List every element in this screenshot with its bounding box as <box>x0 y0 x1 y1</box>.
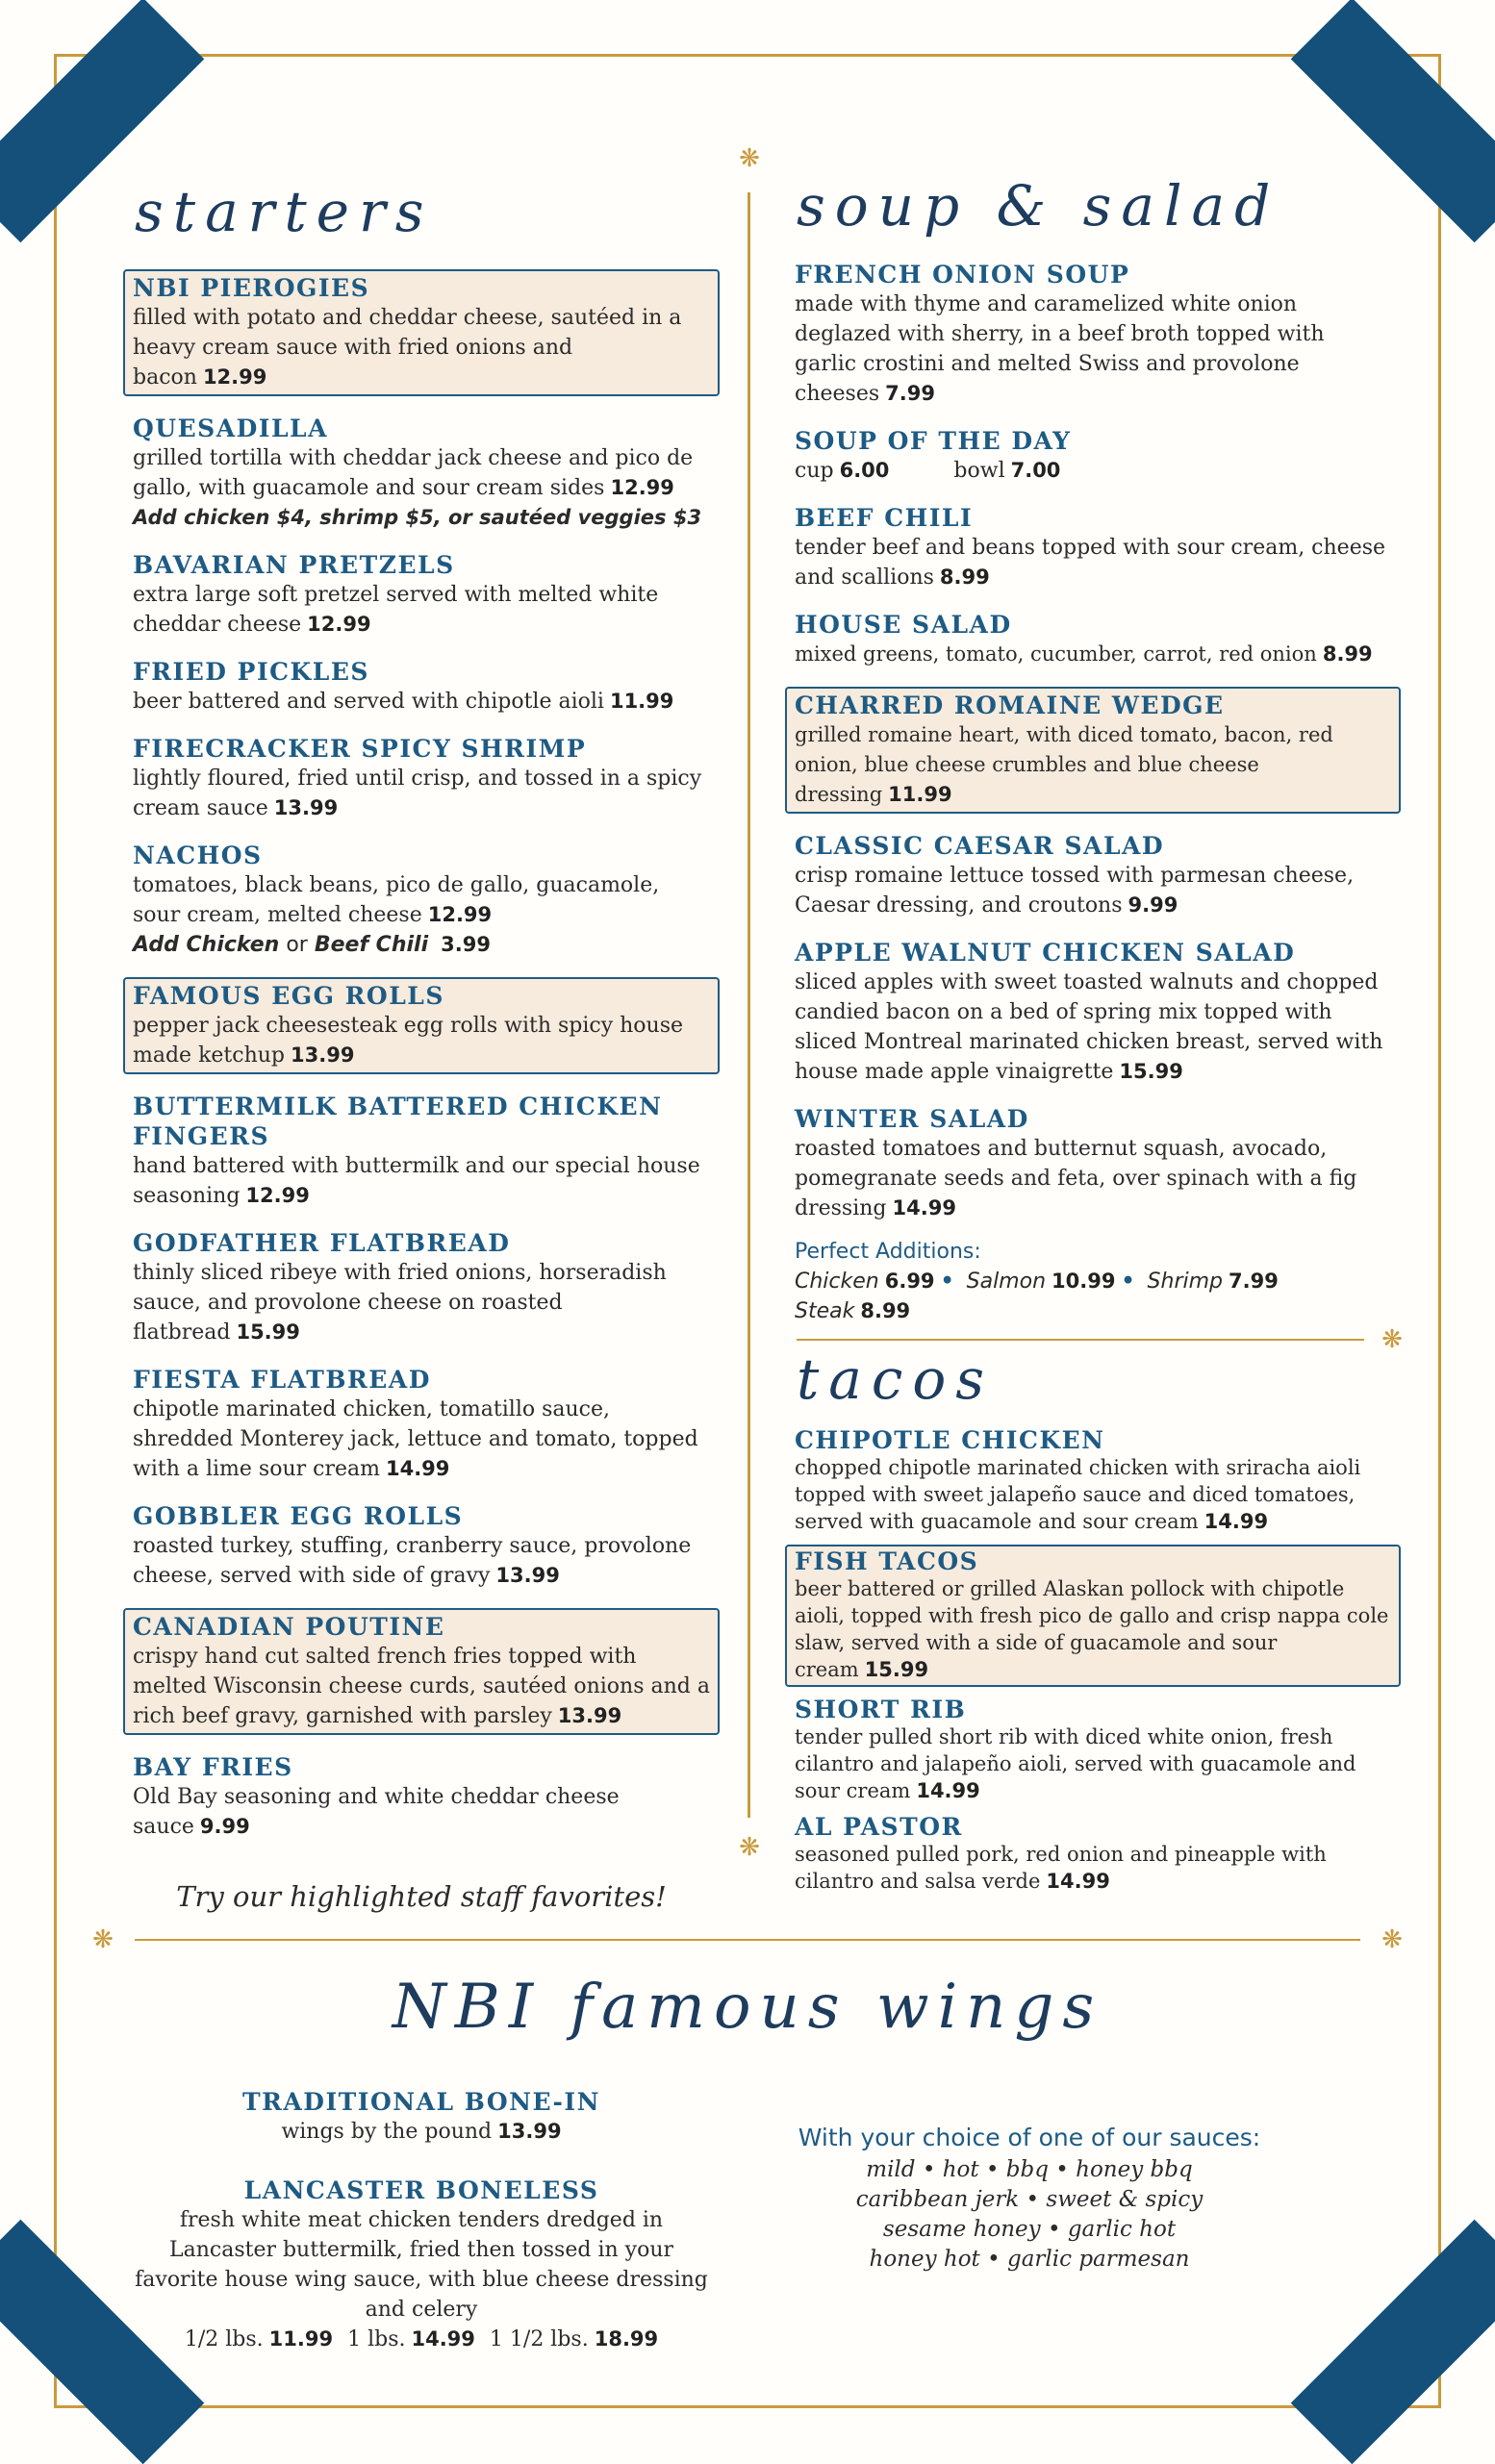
item-price: 14.99 <box>916 1779 980 1802</box>
item-price: 13.99 <box>495 1564 560 1587</box>
ornament-icon: ❋ <box>739 1833 760 1862</box>
item-name: FRIED PICKLES <box>133 658 369 686</box>
item-desc: thinly sliced ribeye with fried onions, horseradish sauce, and provolone cheese on roasted flatbread <box>133 1261 667 1345</box>
menu-item <box>133 2087 710 2147</box>
item-desc: extra large soft pretzel served with melted white cheddar cheese <box>133 583 659 637</box>
item-name: TRADITIONAL BONE-IN <box>242 2088 600 2116</box>
size-label: 1 1/2 lbs. <box>489 2327 589 2351</box>
sauce-line: sesame honey • garlic hot <box>882 2217 1177 2242</box>
item-name: AL PASTOR <box>795 1813 963 1841</box>
menu-item <box>133 1501 710 1591</box>
menu-item <box>795 260 1391 409</box>
item-desc: hand battered with buttermilk and our special house seasoning <box>133 1154 700 1208</box>
item-name: BEEF CHILI <box>795 504 974 532</box>
addon-chicken: Add Chicken <box>133 933 280 957</box>
item-price: 15.99 <box>1119 1060 1183 1083</box>
wings-options <box>133 2087 710 2372</box>
item-price: 8.99 <box>939 566 990 589</box>
item-name: BAY FRIES <box>133 1753 293 1781</box>
addition-salmon: Salmon <box>966 1270 1047 1294</box>
addon-price: 3.99 <box>441 933 491 956</box>
size-price: 14.99 <box>411 2327 475 2351</box>
item-name: FIESTA FLATBREAD <box>133 1366 431 1394</box>
addon-beef-chili: Beef Chili <box>314 933 429 957</box>
item-name: CANADIAN POUTINE <box>133 1613 445 1641</box>
item-name: FAMOUS EGG ROLLS <box>133 982 444 1010</box>
item-price: 14.99 <box>892 1196 956 1219</box>
item-desc: crisp romaine lettuce tossed with parmesan cheese, Caesar dressing, and croutons <box>795 864 1355 918</box>
item-desc: tender pulled short rib with diced white onion, fresh cilantro and jalapeño aioli, served with guacamole and sour cream <box>795 1725 1356 1802</box>
addition-price: 10.99 <box>1052 1270 1116 1293</box>
tacos-column <box>795 1346 1391 1904</box>
perfect-additions: Perfect Additions: Chicken 6.99 • Salmon 10.99 • Shrimp 7.99 Steak 8.99 <box>795 1237 1391 1326</box>
item-price: 12.99 <box>202 365 267 389</box>
item-name: GOBBLER EGG ROLLS <box>133 1502 464 1530</box>
cup-price: 6.00 <box>839 459 890 482</box>
item-name: SOUP OF THE DAY <box>795 427 1072 455</box>
menu-item <box>123 1608 720 1735</box>
item-price: 12.99 <box>245 1184 310 1207</box>
tacos-title: tacos <box>797 1346 995 1412</box>
item-desc: roasted turkey, stuffing, cranberry sauce, provolone cheese, served with side of gravy <box>133 1534 692 1588</box>
item-name: FRENCH ONION SOUP <box>795 261 1130 289</box>
item-name: FIRECRACKER SPICY SHRIMP <box>133 735 587 763</box>
menu-item <box>133 1092 710 1211</box>
perfect-additions-title: Perfect Additions: <box>795 1240 981 1264</box>
addon-or: or <box>286 933 308 957</box>
size-price: 18.99 <box>594 2327 659 2351</box>
item-price: 13.99 <box>557 1704 622 1727</box>
wings-divider <box>135 1939 1360 1941</box>
item-desc: chopped chipotle marinated chicken with sriracha aioli topped with sweet jalapeño sauce and diced tomatoes, served with guacamole and sour cream <box>795 1456 1361 1533</box>
column-divider <box>748 192 750 1818</box>
item-name: CHIPOTLE CHICKEN <box>795 1426 1105 1454</box>
item-price: 13.99 <box>497 2120 562 2143</box>
item-name: LANCASTER BONELESS <box>243 2176 599 2204</box>
menu-item <box>795 1104 1391 1223</box>
item-name: CLASSIC CAESAR SALAD <box>795 832 1165 860</box>
menu-item <box>795 610 1391 669</box>
item-name: NBI PIEROGIES <box>133 274 370 302</box>
menu-item <box>133 734 710 823</box>
item-desc: made with thyme and caramelized white onion deglazed with sherry, in a beef broth topped with garlic crostini and melted Swiss and provolone cheeses <box>795 292 1325 406</box>
item-desc: tender beef and beans topped with sour cream, cheese and scallions <box>795 536 1386 590</box>
menu-item <box>785 1545 1401 1687</box>
item-name: FISH TACOS <box>795 1547 979 1575</box>
item-name: NACHOS <box>133 842 263 869</box>
menu-item <box>133 2175 710 2354</box>
menu-item <box>785 687 1401 814</box>
bowl-label: bowl <box>953 459 1005 483</box>
addition-price: 8.99 <box>860 1299 911 1322</box>
size-label: 1/2 lbs. <box>184 2327 264 2351</box>
addition-price: 6.99 <box>884 1270 935 1293</box>
item-price: 13.99 <box>291 1043 355 1067</box>
menu-item <box>123 977 720 1074</box>
addition-chicken: Chicken <box>795 1270 879 1294</box>
item-price: 15.99 <box>864 1658 929 1681</box>
item-desc: seasoned pulled pork, red onion and pineapple with cilantro and salsa verde <box>795 1843 1327 1893</box>
size-label: 1 lbs. <box>347 2327 406 2351</box>
menu-item <box>133 1228 710 1347</box>
size-price: 11.99 <box>268 2327 334 2351</box>
menu-item <box>133 841 710 960</box>
starters-title: starters <box>135 179 434 244</box>
item-name: CHARRED ROMAINE WEDGE <box>795 691 1225 719</box>
item-price: 14.99 <box>1046 1870 1110 1893</box>
menu-item <box>795 1814 1391 1895</box>
addition-shrimp: Shrimp <box>1147 1270 1223 1294</box>
item-desc: sliced apples with sweet toasted walnuts and chopped candied bacon on a bed of spring mix topped with sliced Montreal marinated chicken breast, served with house made apple vinaigrette <box>795 970 1383 1084</box>
item-price: 11.99 <box>609 690 674 713</box>
item-desc: beer battered or grilled Alaskan pollock with chipotle aioli, topped with fresh pico de gallo and crisp nappa cole slaw, served with a side of guacamole and sour cream <box>795 1577 1389 1681</box>
menu-item <box>123 269 720 396</box>
ornament-icon: ❋ <box>739 144 760 173</box>
item-name: HOUSE SALAD <box>795 611 1012 639</box>
item-name: BAVARIAN PRETZELS <box>133 551 455 579</box>
item-desc: mixed greens, tomato, cucumber, carrot, red onion <box>795 642 1317 666</box>
menu-item <box>795 938 1391 1087</box>
item-name: GODFATHER FLATBREAD <box>133 1229 511 1257</box>
item-price: 9.99 <box>1128 893 1178 917</box>
menu-item <box>795 1697 1391 1804</box>
item-addon: Add chicken $4, shrimp $5, or sautéed veggies $3 <box>133 506 702 529</box>
addition-price: 7.99 <box>1229 1270 1279 1293</box>
item-price: 8.99 <box>1322 642 1373 666</box>
item-name: QUESADILLA <box>133 415 329 442</box>
item-price: 12.99 <box>307 613 371 636</box>
item-desc: lightly floured, fried until crisp, and tossed in a spicy cream sauce <box>133 767 702 820</box>
item-desc: Old Bay seasoning and white cheddar cheese sauce <box>133 1785 620 1839</box>
item-desc: chipotle marinated chicken, tomatillo sauce, shredded Monterey jack, lettuce and tomato, topped with a lime sour cream <box>133 1397 698 1481</box>
item-desc: grilled romaine heart, with diced tomato, bacon, red onion, blue cheese crumbles and blue cheese dressing <box>795 723 1333 806</box>
sauce-line: caribbean jerk • sweet & spicy <box>855 2187 1204 2212</box>
item-name: APPLE WALNUT CHICKEN SALAD <box>795 939 1296 967</box>
menu-item <box>133 414 710 533</box>
soup-salad-column <box>795 173 1391 1344</box>
addition-steak: Steak <box>795 1299 855 1323</box>
item-desc: tomatoes, black beans, pico de gallo, guacamole, sour cream, melted cheese <box>133 873 660 927</box>
item-desc: grilled tortilla with cheddar jack cheese and pico de gallo, with guacamole and sour cream sides <box>133 446 694 500</box>
item-price: 11.99 <box>888 783 952 806</box>
menu-item <box>795 503 1391 592</box>
soup-salad-title: soup & salad <box>797 173 1280 239</box>
item-name: WINTER SALAD <box>795 1105 1029 1133</box>
item-price: 13.99 <box>273 796 339 819</box>
item-price: 14.99 <box>1204 1510 1269 1533</box>
item-name: SHORT RIB <box>795 1696 967 1723</box>
ornament-icon: ❋ <box>1381 1925 1403 1954</box>
sauce-options <box>789 2124 1270 2275</box>
item-desc: roasted tomatoes and butternut squash, avocado, pomegranate seeds and feta, over spinach with a fig dressing <box>795 1137 1357 1220</box>
item-desc: pepper jack cheesesteak egg rolls with spicy house made ketchup <box>133 1014 684 1068</box>
starters-column <box>133 179 710 1913</box>
cup-label: cup <box>795 459 834 483</box>
bowl-price: 7.00 <box>1010 459 1061 482</box>
sauce-line: honey hot • garlic parmesan <box>869 2247 1190 2272</box>
staff-favorites-note: Try our highlighted staff favorites! <box>176 1880 667 1913</box>
sauces-title: With your choice of one of our sauces: <box>798 2124 1261 2151</box>
item-price: 12.99 <box>610 476 674 499</box>
menu-item <box>795 831 1391 920</box>
item-desc: wings by the pound <box>281 2120 493 2144</box>
wings-title: NBI famous wings <box>392 1972 1103 2043</box>
item-price: 9.99 <box>199 1815 250 1838</box>
item-price: 7.99 <box>885 382 935 405</box>
menu-item <box>133 1752 710 1842</box>
menu-item <box>133 657 710 717</box>
item-name: BUTTERMILK BATTERED CHICKEN FINGERS <box>133 1093 663 1150</box>
item-price: 14.99 <box>385 1457 450 1480</box>
sauce-line: mild • hot • bbq • honey bbq <box>866 2157 1193 2182</box>
item-price: 15.99 <box>236 1320 300 1344</box>
item-desc: crispy hand cut salted french fries topped with melted Wisconsin cheese curds, sautéed onions and a rich beef gravy, garnished with parsley <box>133 1645 710 1728</box>
item-desc: fresh white meat chicken tenders dredged in Lancaster buttermilk, fried then tossed in your favorite house wing sauce, with blue cheese dressing and celery <box>135 2208 708 2322</box>
item-price: 12.99 <box>427 903 493 926</box>
menu-item <box>133 1365 710 1484</box>
menu-item <box>795 1427 1391 1535</box>
item-desc: beer battered and served with chipotle aioli <box>133 690 604 714</box>
ornament-icon: ❋ <box>1381 1325 1403 1354</box>
menu-item <box>795 426 1391 486</box>
item-desc: filled with potato and cheddar cheese, sautéed in a heavy cream sauce with fried onions and bacon <box>133 306 682 390</box>
menu-item <box>133 550 710 640</box>
ornament-icon: ❋ <box>92 1925 114 1954</box>
